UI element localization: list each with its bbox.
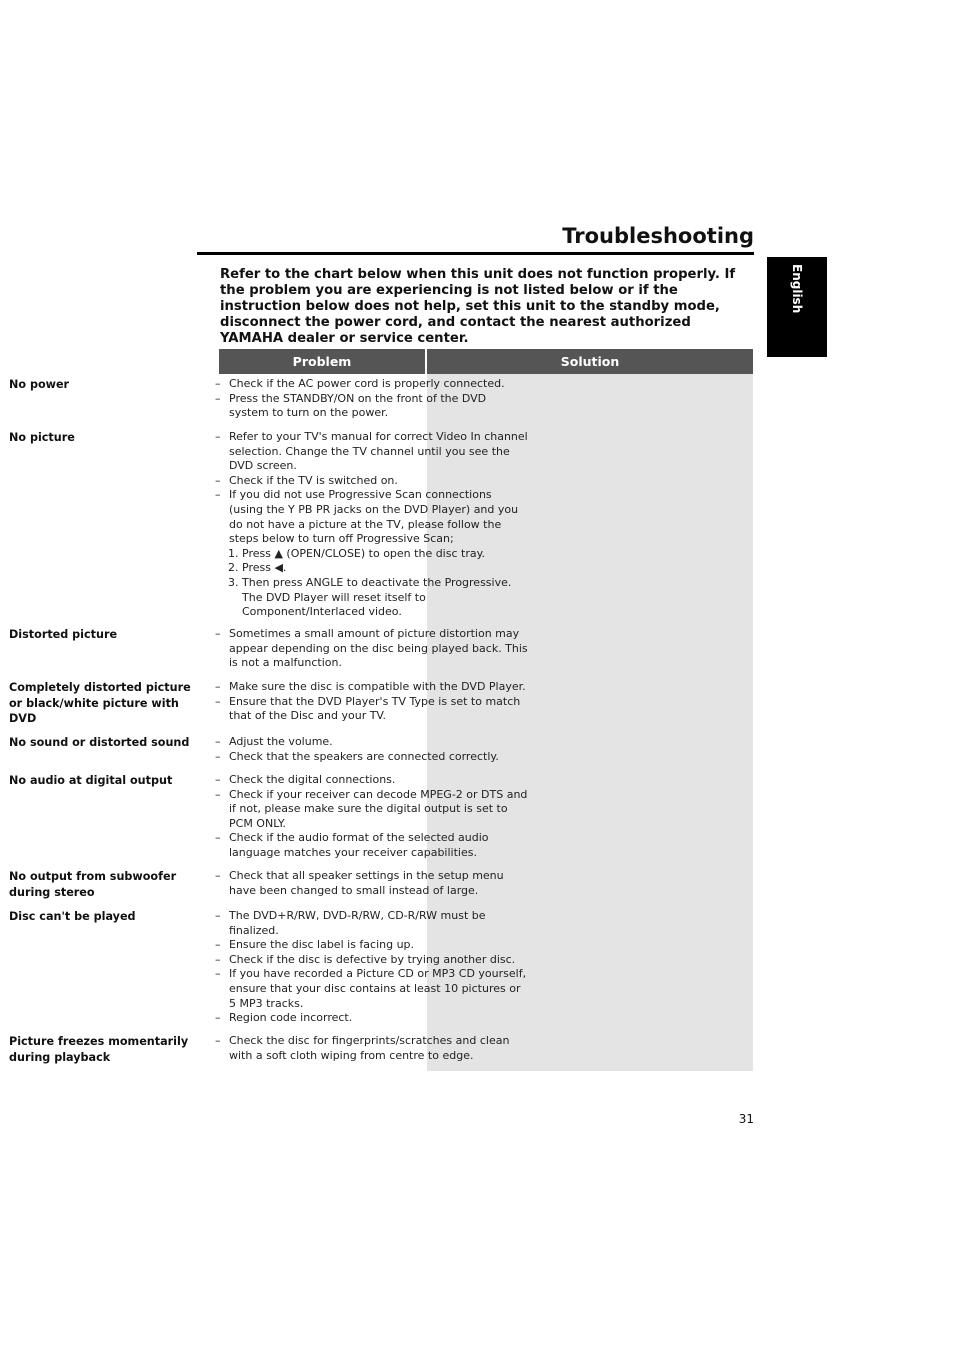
solution-item: – If you did not use Progressive Scan connections (using the Y PB PR jacks on the DVD Player) and you do not have a picture at the TV, please follow the steps below to turn off Progressive Scan; — [215, 488, 519, 546]
problem-distorted-picture: Distorted picture — [9, 628, 118, 641]
solution-item: – Sometimes a small amount of picture distortion may appear depending on the disc being played back. This is not a malfunction. — [215, 627, 528, 670]
problem-no-power: No power — [9, 378, 70, 391]
language-tab-label: English — [790, 264, 804, 314]
solution-item: – Press the STANDBY/ON on the front of the DVD system to turn on the power. — [215, 391, 487, 420]
solution-item: – The DVD+R/RW, DVD-R/RW, CD-R/RW must be finalized. — [215, 909, 486, 937]
title-rule — [197, 252, 754, 255]
solution-item: – Check if the TV is switched on. — [215, 473, 398, 487]
solution-picture-freezes — [215, 1034, 529, 1063]
solution-item: – Adjust the volume. — [215, 735, 333, 748]
solution-item: – If you have recorded a Picture CD or MP3 CD yourself, ensure that your disc contains at least 10 pictures or 5 MP3 tracks. — [215, 967, 527, 1010]
solution-distorted-picture — [215, 627, 529, 671]
solution-no-picture — [215, 430, 529, 620]
page-number: 31 — [738, 1112, 754, 1126]
solution-item: – Ensure that the DVD Player's TV Type is set to match that of the Disc and your TV. — [215, 694, 521, 723]
header-problem: Problem — [219, 349, 425, 374]
solution-item: – Region code incorrect. — [215, 1011, 353, 1025]
solution-no-sound — [215, 735, 529, 764]
solution-item: – Check the digital connections. — [215, 773, 396, 786]
problem-no-sound: No sound or distorted sound — [9, 736, 190, 749]
solution-no-audio-digital — [215, 773, 529, 861]
solution-item: – Make sure the disc is compatible with the DVD Player. — [215, 680, 526, 693]
problem-disc-cant-play: Disc can't be played — [9, 910, 136, 923]
intro-paragraph: Refer to the chart below when this unit does not function properly. If the problem you are experiencing is not listed below or if the instruction below does not help, set this unit to the standby mode, disconnect the power cord, and contact the nearest authorized YAMAHA dealer or service center. — [220, 267, 736, 346]
solution-item: – Check that all speaker settings in the setup menu have been changed to small instead of large. — [215, 869, 504, 897]
solution-item: – Check if the AC power cord is properly connected. — [215, 377, 505, 390]
solution-no-subwoofer — [215, 869, 529, 898]
step-item: 1. Press ▲ (OPEN/CLOSE) to open the disc tray. — [228, 546, 486, 560]
header-solution: Solution — [427, 349, 753, 374]
solution-item: – Check that the speakers are connected correctly. — [215, 749, 499, 763]
problem-picture-freezes: Picture freezes momentarily during playback — [9, 1035, 189, 1064]
problem-no-picture: No picture — [9, 431, 75, 444]
language-tab — [767, 257, 827, 357]
solution-item: – Check if the disc is defective by trying another disc. — [215, 952, 516, 966]
solution-item: – Refer to your TV's manual for correct Video In channel selection. Change the TV channel until you see the DVD screen. — [215, 430, 528, 473]
troubleshooting-table — [219, 349, 753, 374]
table-header — [219, 349, 753, 374]
solution-disc-cant-play — [215, 909, 529, 1026]
solution-no-power — [215, 377, 529, 421]
problem-completely-distorted: Completely distorted picture or black/white picture with DVD — [9, 681, 191, 725]
step-item: 3. Then press ANGLE to deactivate the Progressive. The DVD Player will reset itself to Component/Interlaced video. — [228, 575, 512, 619]
solution-item: – Ensure the disc label is facing up. — [215, 938, 415, 952]
solution-item: – Check if your receiver can decode MPEG-2 or DTS and if not, please make sure the digital output is set to PCM ONLY. — [215, 787, 528, 830]
problem-no-audio-digital: No audio at digital output — [9, 774, 173, 787]
page-title: Troubleshooting — [562, 224, 754, 248]
solution-completely-distorted — [215, 680, 529, 724]
step-item: 2. Press ◀. — [228, 561, 287, 575]
solution-item: – Check the disc for fingerprints/scratches and clean with a soft cloth wiping from centre to edge. — [215, 1034, 510, 1062]
problem-no-subwoofer: No output from subwoofer during stereo — [9, 870, 177, 899]
solution-item: – Check if the audio format of the selected audio language matches your receiver capabilities. — [215, 831, 489, 859]
